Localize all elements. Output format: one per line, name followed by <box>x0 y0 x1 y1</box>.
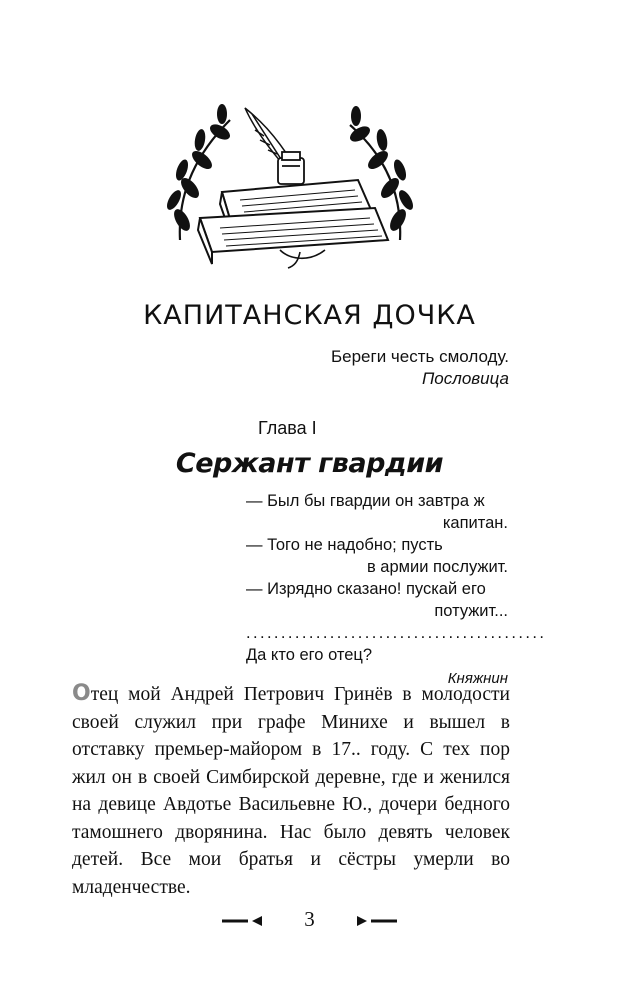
body-paragraph <box>72 680 510 901</box>
chapter-title: Сержант гвардии <box>175 448 444 479</box>
page-number: 3 <box>304 907 315 931</box>
chapter-epigraph-source: Княжнин <box>447 670 508 687</box>
epigraph-line: — Был бы гвардии он завтра ж <box>246 492 485 510</box>
epigraph-line: в армии послужит. <box>366 558 508 576</box>
body-text: тец мой Андрей Петрович Гринёв в молодости своей служил при графе Минихе и вышел в отставку премьер-майором в 17.. году. С тех пор жил он в своей Симбирской деревне, где и женился на девице Авдотье Васильевне Ю., дочери бедного тамошнего дворянина. Нас было девять человек детей. Все мои братья и сёстры умерли во младенчестве. <box>72 684 510 898</box>
chapter-epigraph <box>246 490 547 690</box>
drop-cap: О <box>72 681 91 706</box>
epigraph-line: Да кто его отец? <box>246 646 373 664</box>
epigraph-line: — Того не надобно; пусть <box>246 536 443 554</box>
page-number-ornament <box>222 905 397 935</box>
work-epigraph <box>331 346 509 390</box>
quill-inkwell-books-vignette <box>160 100 420 268</box>
epigraph-line: — Изрядно сказано! пускай его <box>246 580 486 598</box>
epigraph-line: потужит... <box>434 602 508 620</box>
work-title: КАПИТАНСКАЯ ДОЧКА <box>143 300 476 331</box>
epigraph-ellipsis-line: ........................................... <box>246 624 547 642</box>
chapter-number: Глава I <box>258 418 317 438</box>
work-epigraph-text: Береги честь смолоду. <box>330 347 509 366</box>
work-epigraph-source: Пословица <box>421 369 509 388</box>
epigraph-line: капитан. <box>442 514 508 532</box>
